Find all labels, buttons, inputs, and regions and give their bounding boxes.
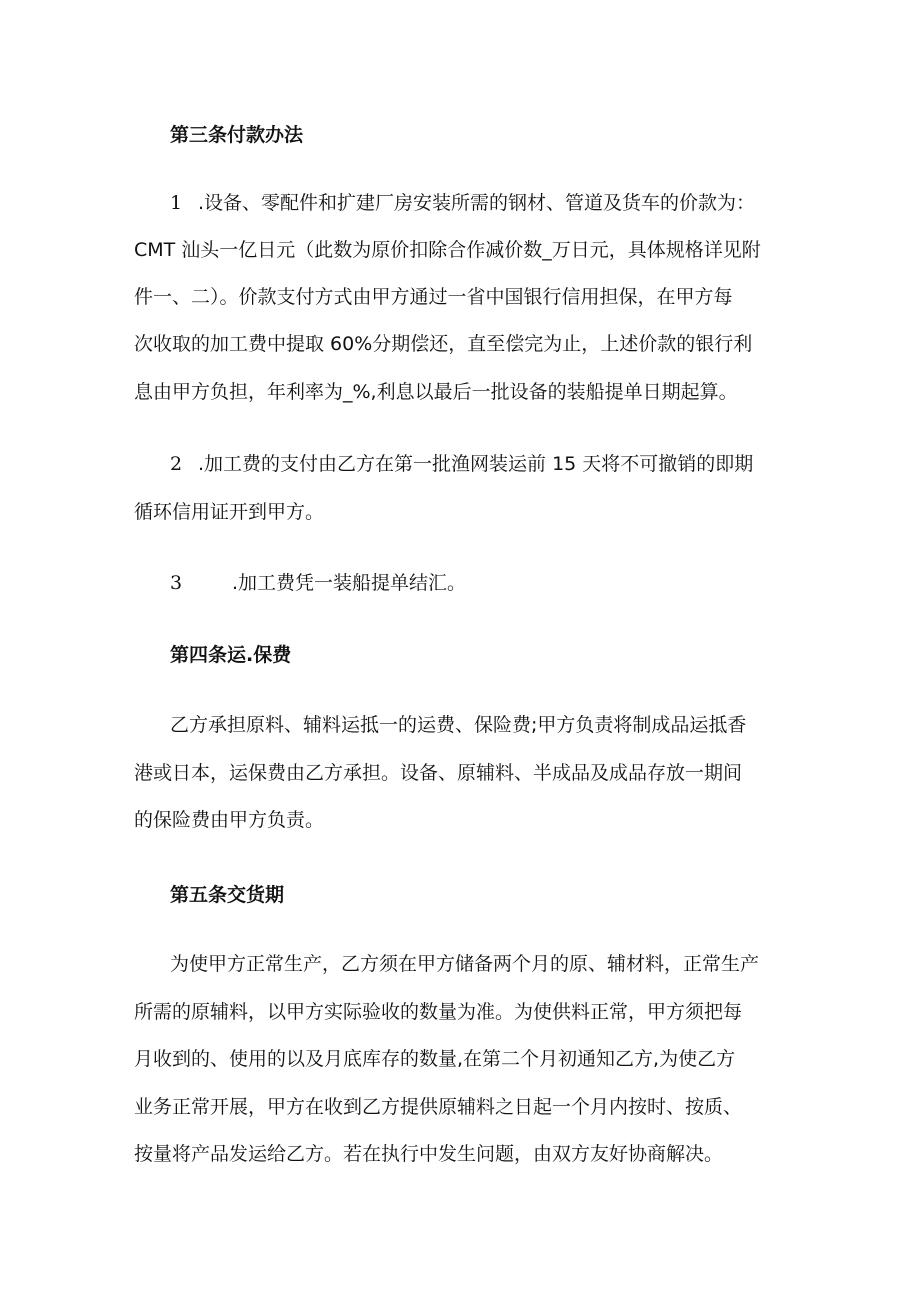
article5-line4: 业务正常开展，甲方在收到乙方提供原辅料之日起一个月内按时、按质、 [134,1096,743,1118]
article5-line2: 所需的原辅料，以甲方实际验收的数量为准。为使供料正常，甲方须把每 [134,1001,743,1023]
article4-line1: 乙方承担原料、辅料运抵一的运费、保险费;甲方负责将制成品运抵香 [170,714,747,736]
article4-line2: 港或日本，运保费由乙方承担。设备、原辅料、半成品及成品存放一期间 [134,762,743,784]
article5-line5: 按量将产品发运给乙方。若在执行中发生问题，由双方友好协商解决。 [134,1143,724,1165]
article3-item3-line1: .加工费凭一装船提单结汇。 [232,572,467,594]
article3-item2-number: 2 [170,453,183,475]
article3-item3-number: 3 [170,572,183,594]
article4-heading: 第四条运.保费 [170,644,292,666]
article5-line3: 月收到的、使用的以及月底库存的数量,在第二个月初通知乙方,为使乙方 [134,1048,736,1070]
article3-item1-line5: 息由甲方负担，年利率为_%,利息以最后一批设备的装船提单日期起算。 [134,381,738,403]
article3-item2-line1: .加工费的支付由乙方在第一批渔网装运前 15 天将不可撤销的即期 [198,453,754,475]
article3-item2-line2: 循环信用证开到甲方。 [134,501,325,523]
article5-line1: 为使甲方正常生产，乙方须在甲方储备两个月的原、辅材料，正常生产 [170,953,760,975]
article5-heading: 第五条交货期 [170,884,285,906]
article3-item1-number: 1 [170,192,183,214]
article3-item1-line4: 次收取的加工费中提取 60%分期偿还，直至偿完为止，上述价款的银行利 [134,333,753,355]
article3-item1-line2: CMT 汕头一亿日元（此数为原价扣除合作减价数_万日元，具体规格详见附 [134,239,761,261]
article3-item1-line3: 件一、二）。价款支付方式由甲方通过一省中国银行信用担保，在甲方每 [134,286,733,308]
article3-heading: 第三条付款办法 [170,124,304,146]
article4-line3: 的保险费由甲方负责。 [134,809,325,831]
article3-item1-line1: .设备、零配件和扩建厂房安装所需的钢材、管道及货车的价款为： [198,192,756,214]
